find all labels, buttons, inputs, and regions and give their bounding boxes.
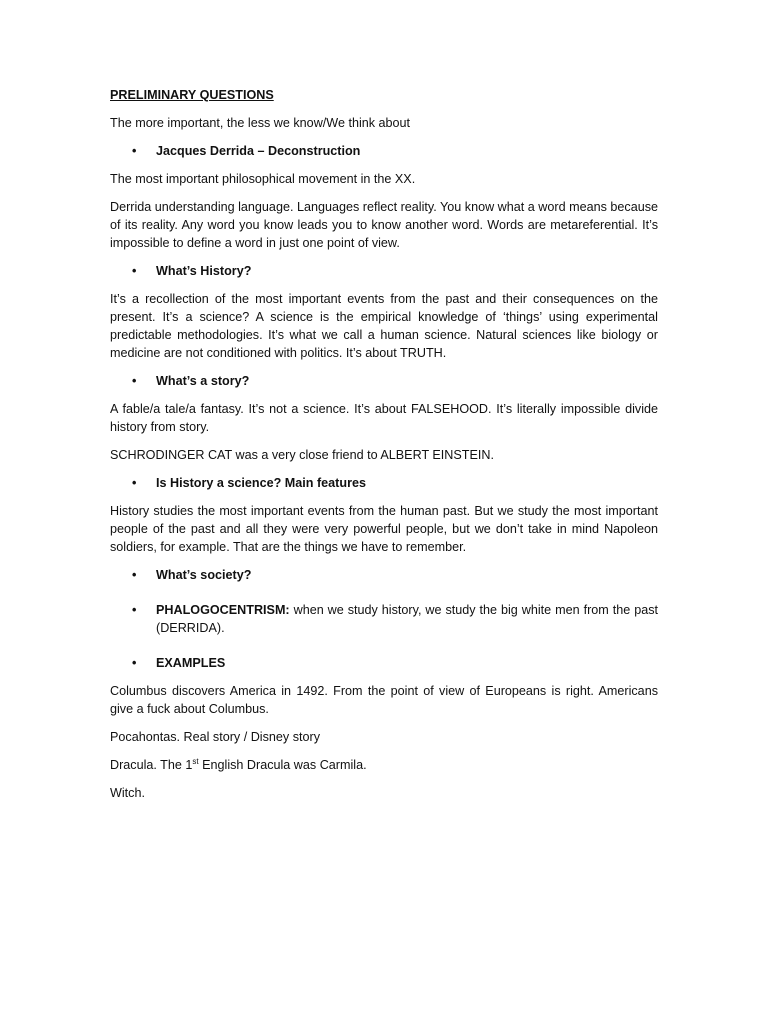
bullet-examples <box>110 654 658 672</box>
bullet-society <box>110 566 658 584</box>
dracula-text-end: English Dracula was Carmila. <box>198 758 367 772</box>
story-paragraph-2: SCHRODINGER CAT was a very close friend to ALBERT EINSTEIN. <box>110 448 494 462</box>
bullet-icon: • <box>132 568 137 582</box>
bullet-icon: • <box>132 264 137 278</box>
bullet-icon: • <box>132 603 137 617</box>
bullet-icon: • <box>132 374 137 388</box>
derrida-paragraph-2: Derrida understanding language. Languages reflect reality. You know what a word means because of its reality. Any word you know leads you to know another word. Words are metareferential. It’s impossible to define a word in just one point of view. <box>110 200 658 250</box>
bullet-icon: • <box>132 656 137 670</box>
derrida-paragraph-1: The most important philosophical movement in the XX. <box>110 172 416 186</box>
intro-paragraph: The more important, the less we know/We think about <box>110 116 411 130</box>
bullet-heading: Is History a science? Main features <box>156 476 366 490</box>
document-page <box>110 86 658 812</box>
bullet-heading: EXAMPLES <box>156 656 226 670</box>
bullet-heading: What’s a story? <box>156 374 250 388</box>
bullet-history <box>110 262 658 280</box>
examples-paragraph-4: Witch. <box>110 786 145 800</box>
bullet-science <box>110 474 658 492</box>
bullet-heading: What’s society? <box>156 568 252 582</box>
bullet-icon: • <box>132 144 137 158</box>
science-paragraph: History studies the most important events from the human past. But we study the most important people of the past and all they were very powerful people, but we don’t take in mind Napoleon soldiers, for example. That are the things we have to remember. <box>110 504 658 554</box>
examples-paragraph-1: Columbus discovers America in 1492. From the point of view of Europeans is right. Americans give a fuck about Columbus. <box>110 684 658 716</box>
bullet-heading: Jacques Derrida – Deconstruction <box>156 144 361 158</box>
dracula-text-start: Dracula. The 1 <box>110 758 193 772</box>
bullet-heading: What’s History? <box>156 264 252 278</box>
bullet-derrida <box>110 142 658 160</box>
bullet-icon: • <box>132 476 137 490</box>
bullet-text: when we study history, we study the big white men from the past (DERRIDA). <box>156 603 658 635</box>
bullet-story <box>110 372 658 390</box>
document-title: PRELIMINARY QUESTIONS <box>110 88 274 102</box>
examples-paragraph-2: Pocahontas. Real story / Disney story <box>110 730 320 744</box>
story-paragraph-1: A fable/a tale/a fantasy. It’s not a science. It’s about FALSEHOOD. It’s literally impossible divide history from story. <box>110 402 658 434</box>
bullet-phalogocentrism <box>110 601 658 637</box>
history-paragraph: It’s a recollection of the most important events from the past and their consequences on the present. It’s a science? A science is the empirical knowledge of ‘things’ using experimental predictable methodologies. It’s what we call a human science. Natural sciences like biology or medicine are not conditioned with politics. It’s about TRUTH. <box>110 292 658 360</box>
examples-paragraph-3 <box>110 756 658 774</box>
bullet-heading: PHALOGOCENTRISM: <box>156 603 290 617</box>
ordinal-suffix: st <box>192 756 199 766</box>
